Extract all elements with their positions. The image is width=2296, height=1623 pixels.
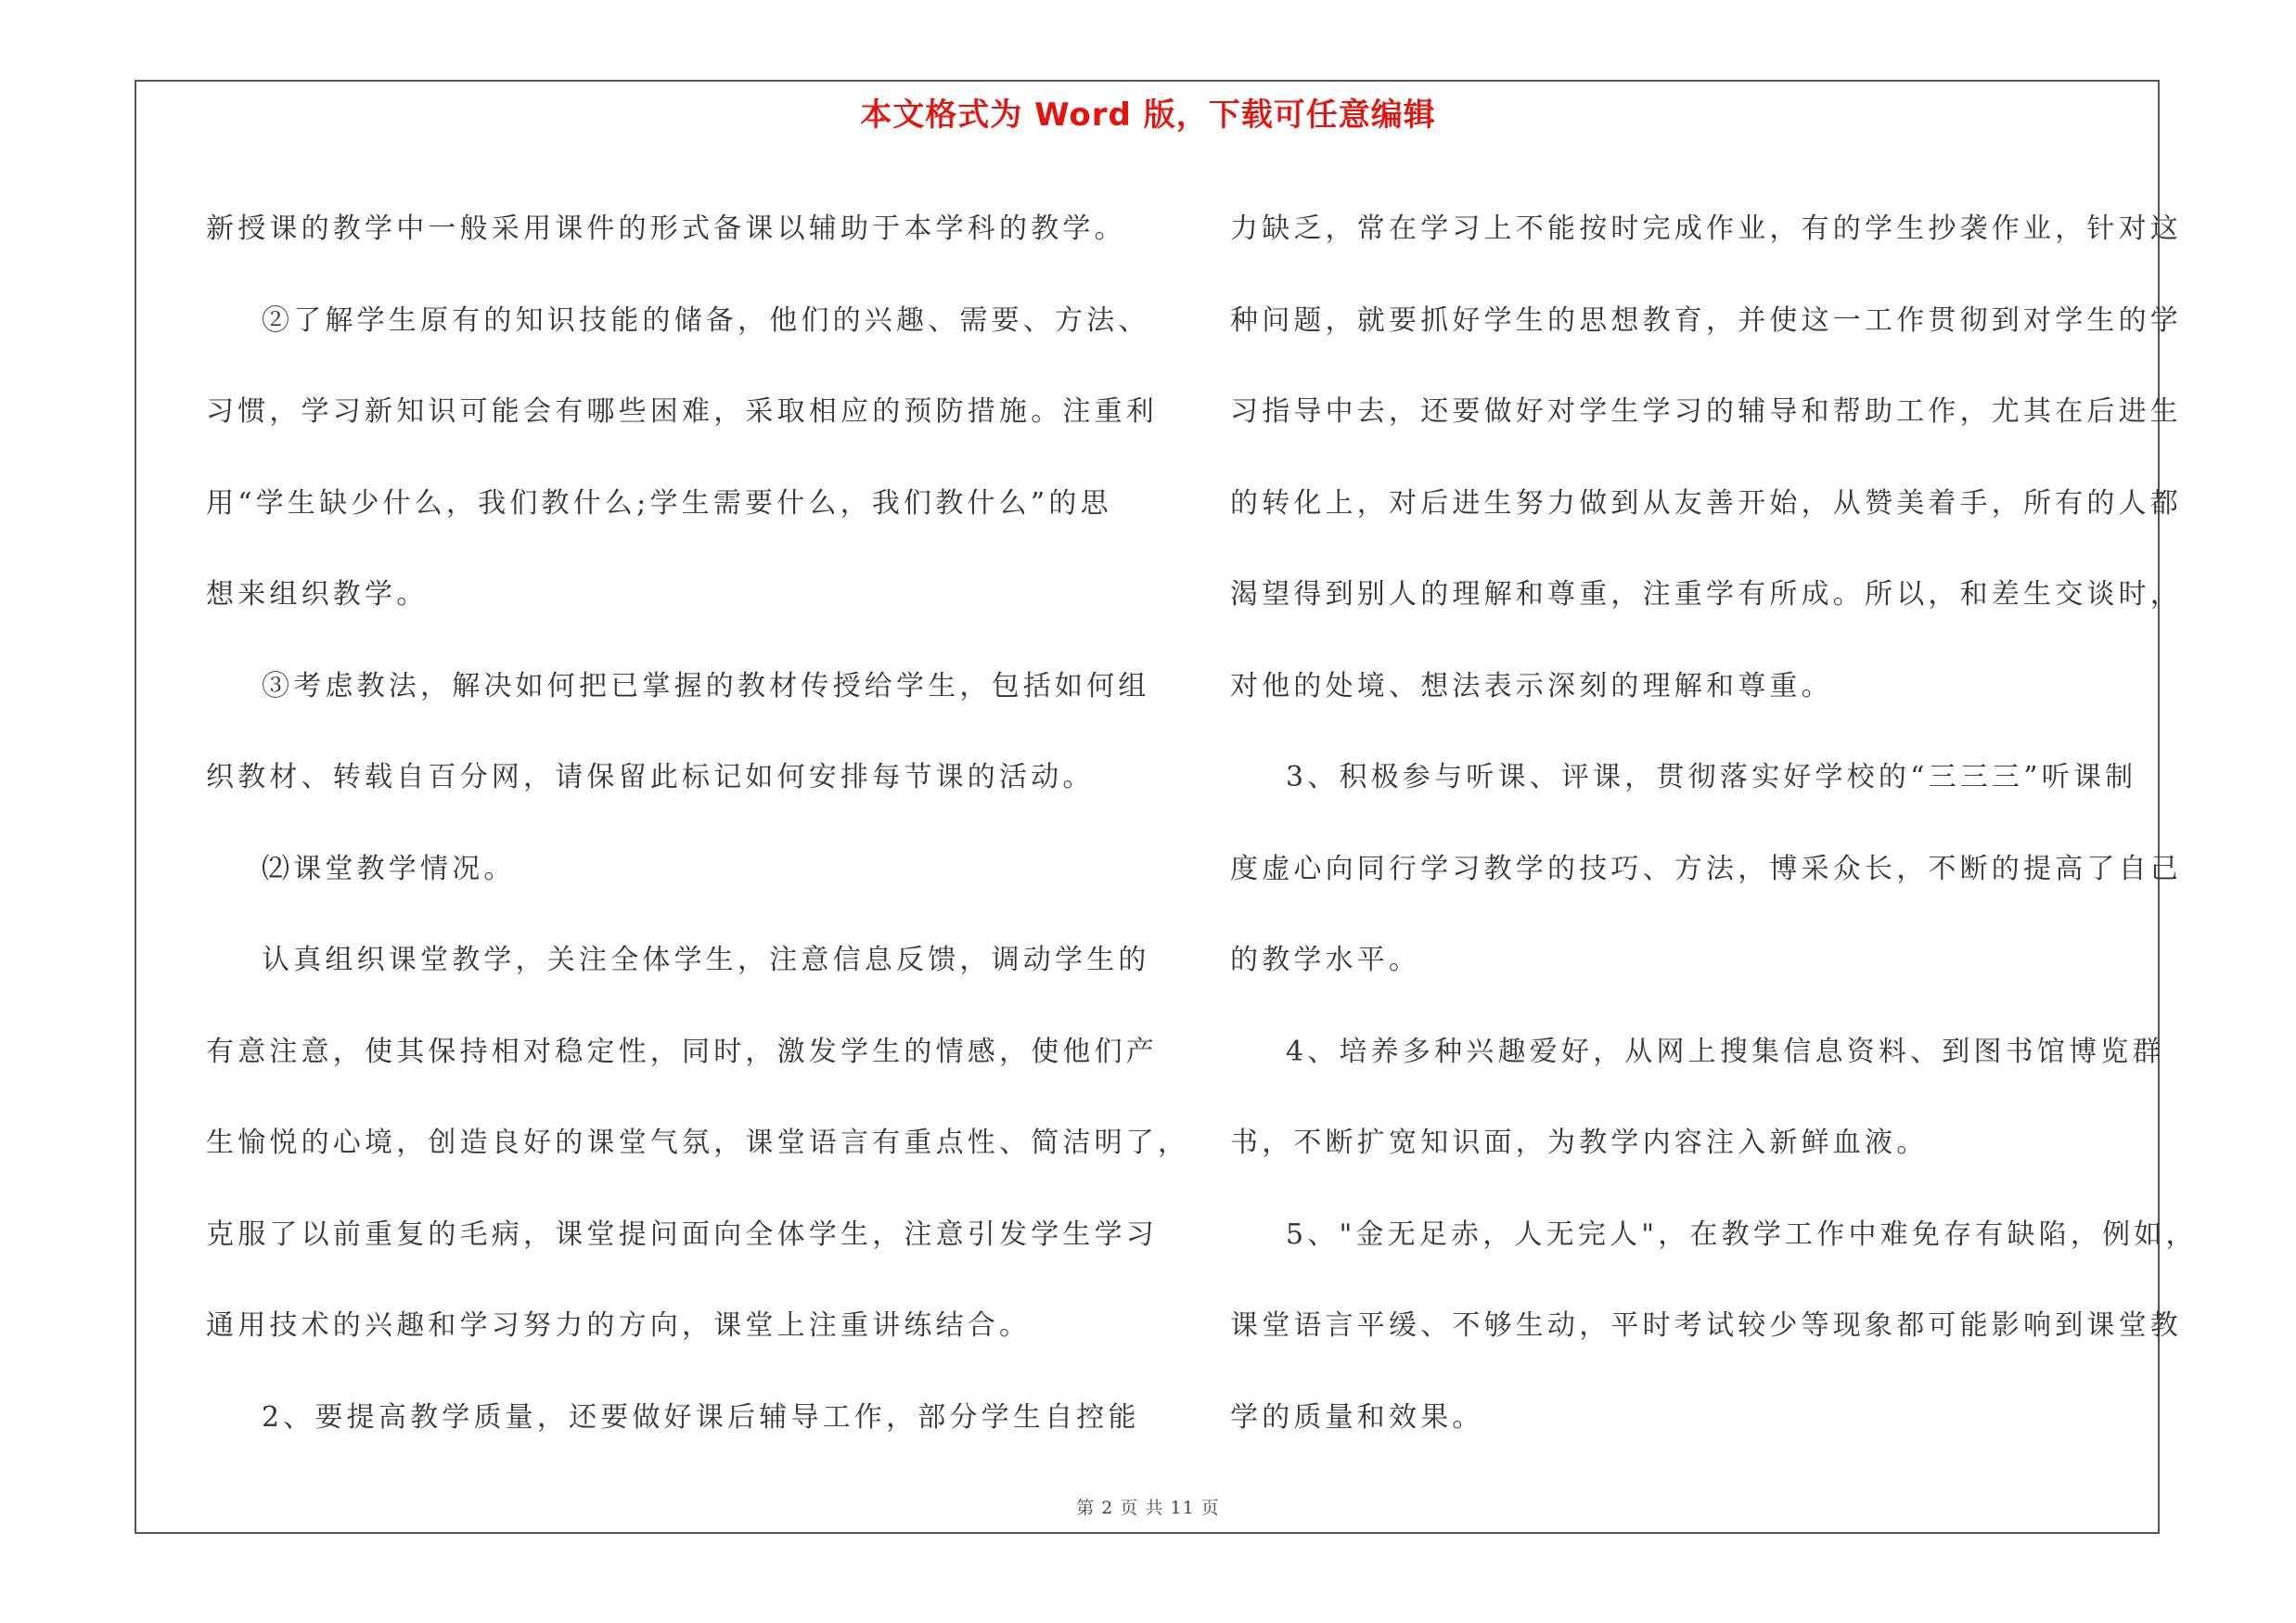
right-line-9: 的教学水平。 [1230, 944, 1421, 976]
left-line-11: 生愉悦的心境，创造良好的课堂气氛，课堂语言有重点性、简洁明了， [206, 1127, 1190, 1159]
format-notice-banner: 本文格式为 Word 版，下载可任意编辑 [860, 97, 1436, 134]
right-line-4: 的转化上，对后进生努力做到从友善开始，从赞美着手，所有的人都 [1230, 486, 2182, 520]
left-line-2: ②了解学生原有的知识技能的储备，他们的兴趣、需要、方法、 [262, 303, 1150, 337]
left-line-14: 2、要提高教学质量，还要做好课后辅导工作，部分学生自控能 [262, 1400, 1140, 1434]
right-line-3: 习指导中去，还要做好对学生学习的辅导和帮助工作，尤其在后进生 [1230, 395, 2182, 428]
right-line-10: 4、培养多种兴趣爱好，从网上搜集信息资料、到图书馆博览群 [1286, 1035, 2164, 1068]
left-line-9: 认真组织课堂教学，关注全体学生，注意信息反馈，调动学生的 [262, 944, 1150, 976]
right-text-column [1230, 184, 2198, 1463]
right-line-1: 力缺乏，常在学习上不能按时完成作业，有的学生抄袭作业，针对这 [1230, 213, 2182, 245]
left-line-8: ⑵课堂教学情况。 [262, 852, 516, 885]
right-line-11: 书，不断扩宽知识面，为教学内容注入新鲜血液。 [1230, 1127, 1929, 1159]
right-line-2: 种问题，就要抓好学生的思想教育，并使这一工作贯彻到对学生的学 [1230, 303, 2182, 337]
right-line-12: 5、"金无足赤，人无完人"，在教学工作中难免存有缺陷，例如， [1286, 1217, 2198, 1251]
right-line-8: 度虚心向同行学习教学的技巧、方法，博采众长，不断的提高了自己 [1230, 852, 2182, 885]
right-line-7: 3、积极参与听课、评课，贯彻落实好学校的“三三三”听课制 [1286, 761, 2137, 793]
left-line-4: 用“学生缺少什么，我们教什么;学生需要什么，我们教什么”的思 [206, 486, 1112, 520]
left-line-13: 通用技术的兴趣和学习努力的方向，课堂上注重讲练结合。 [206, 1309, 1032, 1342]
page-number-footer: 第 2 页 共 11 页 [1076, 1498, 1220, 1518]
left-line-12: 克服了以前重复的毛病，课堂提问面向全体学生，注意引发学生学习 [206, 1217, 1158, 1251]
left-line-5: 想来组织教学。 [206, 578, 429, 611]
left-line-10: 有意注意，使其保持相对稳定性，同时，激发学生的情感，使他们产 [206, 1035, 1158, 1068]
left-line-7: 织教材、转载自百分网，请保留此标记如何安排每节课的活动。 [206, 761, 1095, 793]
left-line-3: 习惯，学习新知识可能会有哪些困难，采取相应的预防措施。注重利 [206, 395, 1158, 428]
right-line-14: 学的质量和效果。 [1230, 1400, 1484, 1434]
left-text-column [206, 184, 1190, 1463]
right-line-6: 对他的处境、想法表示深刻的理解和尊重。 [1230, 669, 1833, 702]
right-line-13: 课堂语言平缓、不够生动，平时考试较少等现象都可能影响到课堂教 [1230, 1309, 2182, 1342]
left-line-6: ③考虑教法，解决如何把已掌握的教材传授给学生，包括如何组 [262, 669, 1150, 702]
left-line-1: 新授课的教学中一般采用课件的形式备课以辅助于本学科的教学。 [206, 213, 1126, 245]
right-line-5: 渴望得到别人的理解和尊重，注重学有所成。所以，和差生交谈时， [1230, 578, 2182, 611]
